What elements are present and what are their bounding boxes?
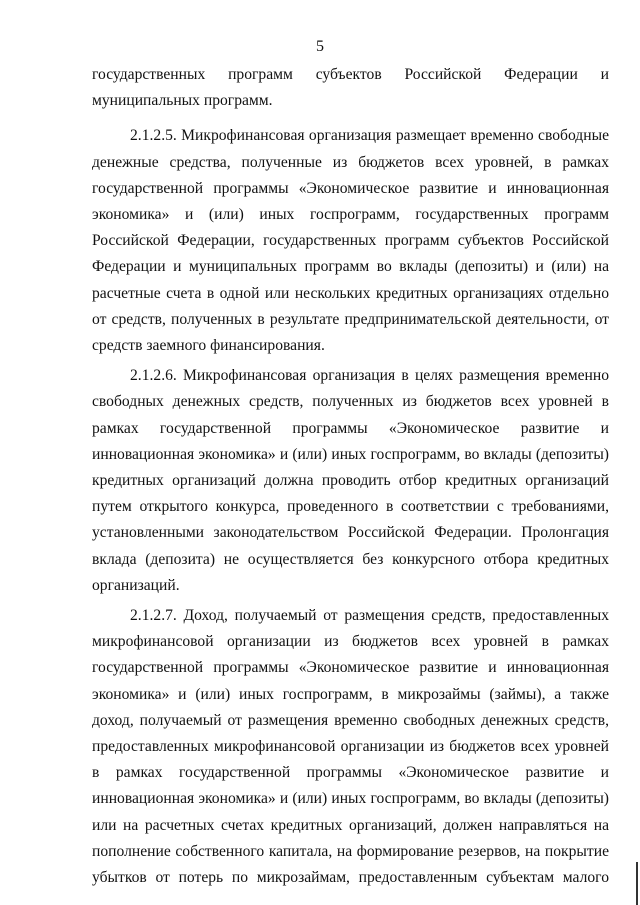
page-number: 5 bbox=[316, 38, 324, 55]
paragraph-clause-2-1-2-5: 2.1.2.5. Микрофинансовая организация размещает временно свободные денежные средства, полученные из бюджетов всех уровней, в рамках государственной программы «Экономическое развитие и инновационная экономика» и (или) иных госпрограмм, государственных программ Российской Федерации, государственных программ субъектов Российской Федерации и муниципальных программ во вклады (депозиты) и (или) на расчетные счета в одной или нескольких кредитных организациях отдельно от средств, полученных в результате предпринимательской деятельности, от средств заемного финансирования. bbox=[92, 127, 609, 355]
paragraph-clause-2-1-2-6: 2.1.2.6. Микрофинансовая организация в целях размещения временно свободных денежных средств, полученных из бюджетов всех уровней в рамках государственной программы «Экономическое развитие и инновационная экономика» и (или) иных госпрограмм, во вклады (депозиты) кредитных организаций должна проводить отбор кредитных организаций путем открытого конкурса, проведенного в соответствии с требованиями, установленными законодательством Российской Федерации. Пролонгация вклада (депозита) не осуществляется без конкурсного отбора кредитных организаций. bbox=[92, 367, 609, 594]
paragraph-clause-2-1-2-7: 2.1.2.7. Доход, получаемый от размещения средств, предоставленных микрофинансовой организации из бюджетов всех уровней в рамках государственной программы «Экономическое развитие и инновационная экономика» и (или) иных госпрограмм, в микрозаймы (займы), а также доход, получаемый от размещения временно свободных денежных средств, предоставленных микрофинансовой организации из бюджетов всех уровней в рамках государственной программы «Экономическое развитие и инновационная экономика» и (или) иных госпрограмм, во вклады (депозиты) или на расчетных счетах кредитных организаций, должен направляться на пополнение собственного капитала, на формирование резервов, на покрытие убытков от потерь по микрозаймам, предоставленным субъектам малого bbox=[92, 607, 609, 887]
scan-edge-mark bbox=[636, 862, 638, 905]
paragraph-continuation: государственных программ субъектов Российской Федерации и муниципальных программ. bbox=[92, 66, 609, 110]
body-text bbox=[92, 62, 609, 895]
